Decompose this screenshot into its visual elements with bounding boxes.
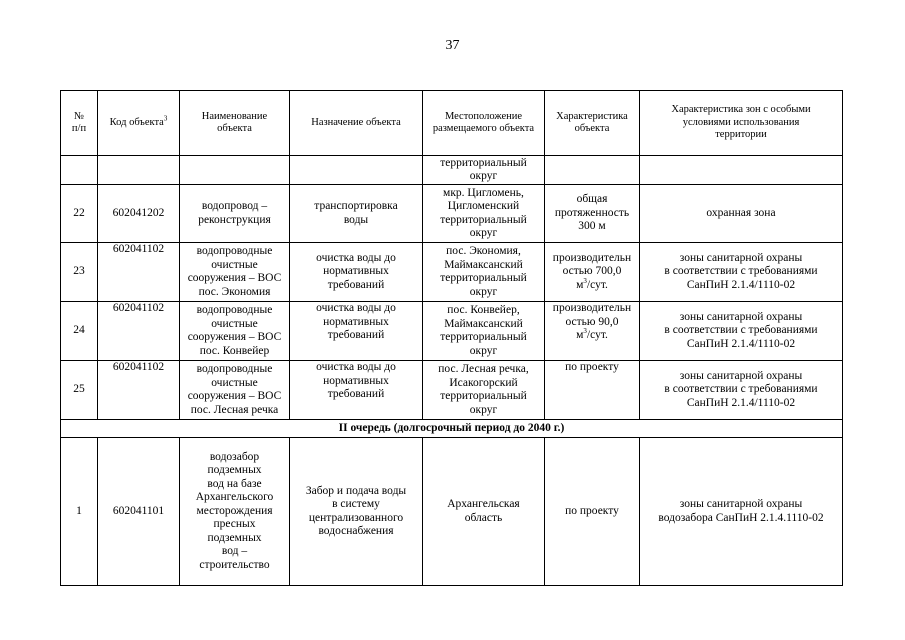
cell-name bbox=[180, 156, 290, 185]
cell-code: 602041101 bbox=[98, 438, 180, 586]
cell-num: 25 bbox=[61, 361, 98, 420]
cell-code: 602041102 bbox=[98, 302, 180, 361]
cell-zones: зоны санитарной охраны в соответствии с требованиями СанПиН 2.1.4/1110-02 bbox=[640, 361, 843, 420]
cell-zones: зоны санитарной охраны в соответствии с требованиями СанПиН 2.1.4/1110-02 bbox=[640, 302, 843, 361]
characteristic-unit: /сут. bbox=[586, 278, 608, 291]
cell-code: 602041102 bbox=[98, 361, 180, 420]
cell-characteristic bbox=[545, 243, 640, 302]
header-characteristic: Характеристика объекта bbox=[545, 91, 640, 156]
unit-superscript: 3 bbox=[583, 276, 587, 285]
characteristic-unit: /сут. bbox=[586, 329, 608, 341]
cell-code: 602041202 bbox=[98, 185, 180, 243]
header-code bbox=[98, 91, 180, 156]
header-location: Местоположение размещаемого объекта bbox=[423, 91, 545, 156]
cell-num: 22 bbox=[61, 185, 98, 243]
objects-table bbox=[60, 90, 843, 586]
cell-name: водопроводные очистные сооружения – ВОС пос. Конвейер bbox=[180, 302, 290, 361]
header-purpose: Назначение объекта bbox=[290, 91, 423, 156]
cell-num: 1 bbox=[61, 438, 98, 586]
cell-zones bbox=[640, 156, 843, 185]
table-row bbox=[61, 438, 843, 586]
page-number: 37 bbox=[445, 38, 460, 53]
cell-name: водопроводные очистные сооружения – ВОС пос. Экономия bbox=[180, 243, 290, 302]
header-name: Наименование объекта bbox=[180, 91, 290, 156]
cell-name: водопровод – реконструкция bbox=[180, 185, 290, 243]
cell-num bbox=[61, 156, 98, 185]
cell-location: Архангельская область bbox=[423, 438, 545, 586]
cell-characteristic bbox=[545, 156, 640, 185]
table-row bbox=[61, 302, 843, 361]
cell-code: 602041102 bbox=[98, 243, 180, 302]
table-row bbox=[61, 243, 843, 302]
header-zones: Характеристика зон с особыми условиями использования территории bbox=[640, 91, 843, 156]
header-code-footnote: 3 bbox=[163, 114, 168, 123]
cell-characteristic: общая протяженность 300 м bbox=[545, 185, 640, 243]
table-row bbox=[61, 361, 843, 420]
cell-location: пос. Лесная речка, Исакогорский территориальный округ bbox=[423, 361, 545, 420]
unit-superscript: 3 bbox=[583, 327, 587, 336]
cell-location: территориальный округ bbox=[423, 156, 545, 185]
header-code-label: Код объекта bbox=[109, 116, 164, 128]
cell-num: 23 bbox=[61, 243, 98, 302]
cell-code bbox=[98, 156, 180, 185]
cell-location: мкр. Цигломень, Цигломенский территориальный округ bbox=[423, 185, 545, 243]
cell-num: 24 bbox=[61, 302, 98, 361]
section-heading-row bbox=[61, 420, 843, 438]
cell-characteristic: по проекту bbox=[545, 438, 640, 586]
characteristic-value: производительн остью 90,0 м bbox=[552, 302, 632, 341]
cell-name: водопроводные очистные сооружения – ВОС пос. Лесная речка bbox=[180, 361, 290, 420]
cell-characteristic: по проекту bbox=[545, 361, 640, 420]
cell-zones: зоны санитарной охраны водозабора СанПиН 2.1.4.1110-02 bbox=[640, 438, 843, 586]
table-row-continuation bbox=[61, 156, 843, 185]
header-num: № п/п bbox=[61, 91, 98, 156]
cell-location: пос. Конвейер, Маймаксанский территориальный округ bbox=[423, 302, 545, 361]
cell-purpose: очистка воды до нормативных требований bbox=[290, 361, 423, 420]
cell-zones: зоны санитарной охраны в соответствии с требованиями СанПиН 2.1.4/1110-02 bbox=[640, 243, 843, 302]
cell-purpose: Забор и подача воды в систему централизованного водоснабжения bbox=[290, 438, 423, 586]
cell-purpose: транспортировка воды bbox=[290, 185, 423, 243]
section-title: II очередь (долгосрочный период до 2040 г.) bbox=[61, 420, 843, 438]
cell-purpose bbox=[290, 156, 423, 185]
cell-purpose: очистка воды до нормативных требований bbox=[290, 302, 423, 361]
characteristic-value: производительн остью 700,0 м bbox=[552, 251, 632, 291]
table-header-row bbox=[61, 91, 843, 156]
cell-location: пос. Экономия, Маймаксанский территориальный округ bbox=[423, 243, 545, 302]
cell-characteristic bbox=[545, 302, 640, 361]
cell-name: водозабор подземных вод на базе Архангельского месторождения пресных подземных вод – строительство bbox=[180, 438, 290, 586]
table-row bbox=[61, 185, 843, 243]
cell-purpose: очистка воды до нормативных требований bbox=[290, 243, 423, 302]
cell-zones: охранная зона bbox=[640, 185, 843, 243]
